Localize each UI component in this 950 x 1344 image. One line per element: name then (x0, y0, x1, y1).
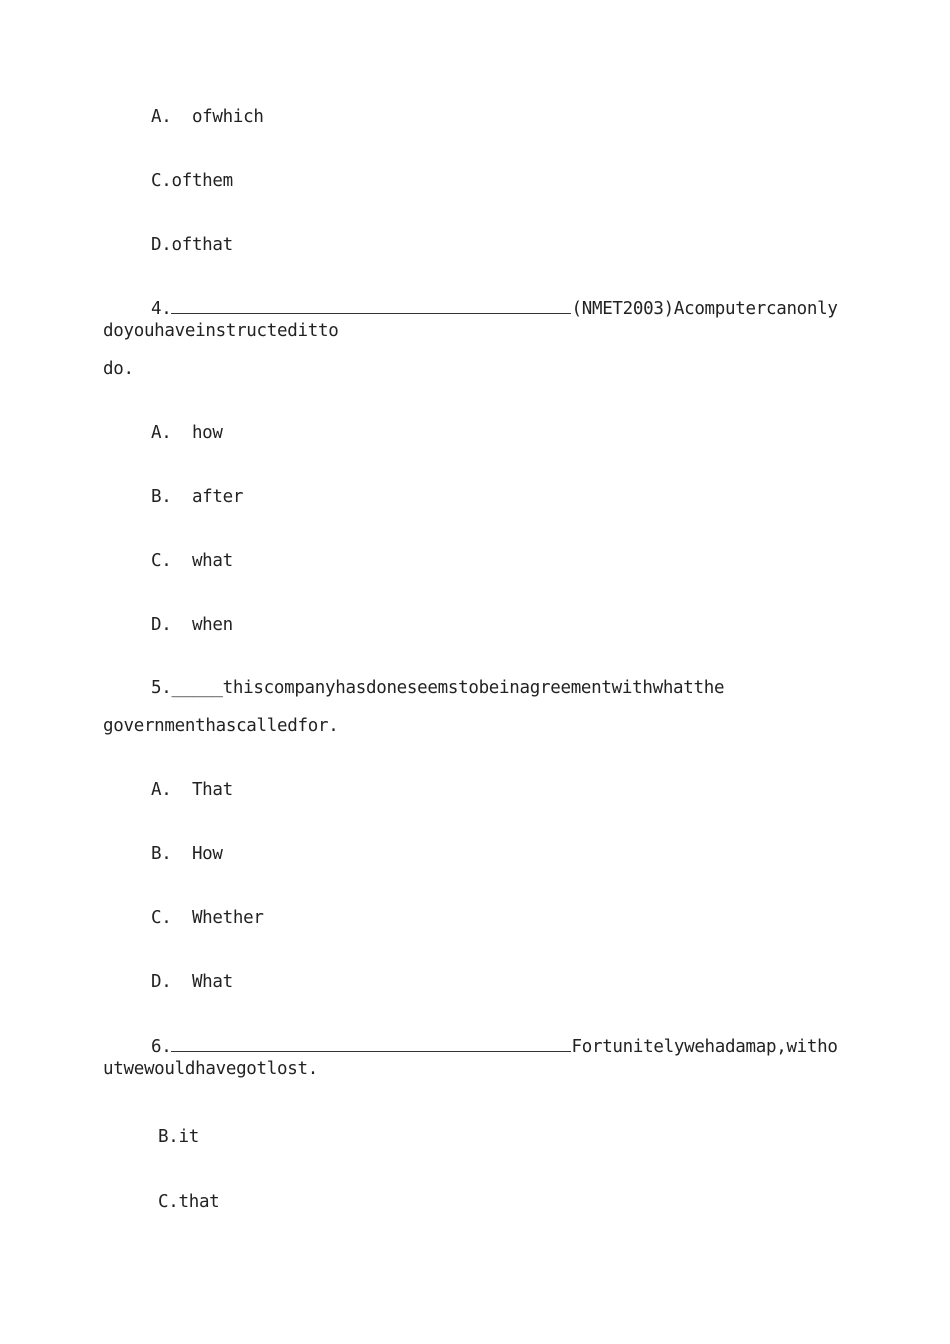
q5-answer-blank: _____ (171, 678, 223, 698)
q5-option-c: C. Whether (151, 908, 264, 928)
q4-number: 4. (151, 299, 172, 319)
q5-option-b: B. How (151, 844, 223, 864)
q6-stem (151, 1035, 838, 1058)
q5-number: 5. (151, 678, 172, 698)
q6-answer-blank (171, 1035, 571, 1052)
q4-answer-blank (171, 297, 571, 314)
q4-stem-end: do. (103, 359, 134, 379)
q4-option-b: B. after (151, 487, 244, 507)
q6-option-b: B.it (158, 1127, 199, 1147)
q5-option-a: A. That (151, 780, 233, 800)
q3-option-c: C.ofthem (151, 171, 233, 191)
q5-stem (151, 677, 724, 699)
q5-option-d: D. What (151, 972, 233, 992)
q4-text: (NMET2003)Acomputercanonly (571, 299, 838, 319)
q6-option-c: C.that (158, 1192, 220, 1212)
q6-stem-continued: utwewouldhavegotlost. (103, 1059, 318, 1079)
q4-stem (151, 297, 838, 320)
q4-stem-continued: doyouhaveinstructeditto (103, 321, 339, 341)
q4-option-a: A. how (151, 423, 223, 443)
q6-number: 6. (151, 1037, 172, 1057)
q4-option-c: C. what (151, 551, 233, 571)
q3-option-a: A. ofwhich (151, 107, 264, 127)
q6-text: Fortunitelywehadamap,witho (571, 1037, 838, 1057)
q3-option-d: D.ofthat (151, 235, 233, 255)
q4-option-d: D. when (151, 615, 233, 635)
q5-text: thiscompanyhasdoneseemstobeinagreementwithwhatthe (222, 678, 725, 698)
q5-stem-continued: governmenthascalledfor. (103, 716, 339, 736)
